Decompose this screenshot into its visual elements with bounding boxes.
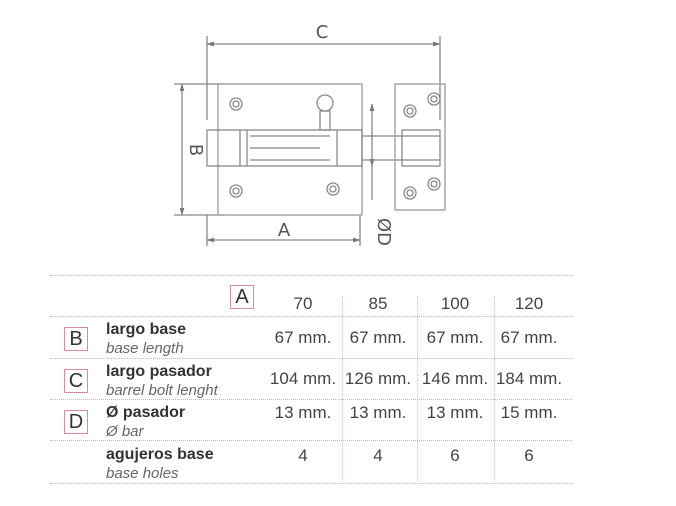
row-label — [106, 320, 186, 358]
divider — [50, 316, 572, 317]
row-box-c: C — [64, 369, 88, 393]
row-label-es: largo pasador — [106, 363, 212, 380]
row-box-b: B — [64, 327, 88, 351]
row-label-es: agujeros base — [106, 446, 214, 463]
divider — [50, 275, 572, 276]
dimension-c-label: C — [315, 22, 329, 43]
column-header-85: 85 — [368, 294, 388, 313]
table-cell: 6 — [524, 446, 534, 465]
table-cell: 126 mm. — [344, 369, 412, 388]
divider — [50, 483, 572, 484]
table-cell: 6 — [450, 446, 460, 465]
row-label-en: base length — [106, 340, 184, 357]
row-label-en: Ø bar — [106, 423, 144, 440]
row-label — [106, 445, 214, 483]
table-cell: 4 — [373, 446, 383, 465]
table-cell: 146 mm. — [421, 369, 489, 388]
table-cell: 184 mm. — [495, 369, 563, 388]
table-cell: 67 mm. — [500, 328, 558, 347]
row-label-en: barrel bolt lenght — [106, 382, 218, 399]
divider — [50, 358, 572, 359]
column-header-box-a: A — [230, 285, 254, 309]
table-cell: 15 mm. — [500, 403, 558, 422]
table-cell: 13 mm. — [349, 403, 407, 422]
dimension-d-label: ØD — [373, 217, 394, 247]
divider — [50, 399, 572, 400]
table-cell: 104 mm. — [269, 369, 337, 388]
row-label-es: Ø pasador — [106, 404, 186, 421]
column-header-70: 70 — [293, 294, 313, 313]
dimension-b-label: B — [185, 143, 206, 157]
row-box-d: D — [64, 410, 88, 434]
table-cell: 13 mm. — [274, 403, 332, 422]
row-label — [106, 403, 185, 441]
table-cell: 67 mm. — [426, 328, 484, 347]
column-header-120: 120 — [514, 294, 544, 313]
row-label — [106, 362, 218, 400]
table-cell: 67 mm. — [274, 328, 332, 347]
row-label-es: largo base — [106, 321, 187, 338]
divider — [50, 440, 572, 441]
table-cell: 67 mm. — [349, 328, 407, 347]
table-cell: 4 — [298, 446, 308, 465]
column-header-100: 100 — [440, 294, 470, 313]
row-label-en: base holes — [106, 465, 179, 482]
table-cell: 13 mm. — [426, 403, 484, 422]
dimension-a-label: A — [277, 220, 291, 241]
